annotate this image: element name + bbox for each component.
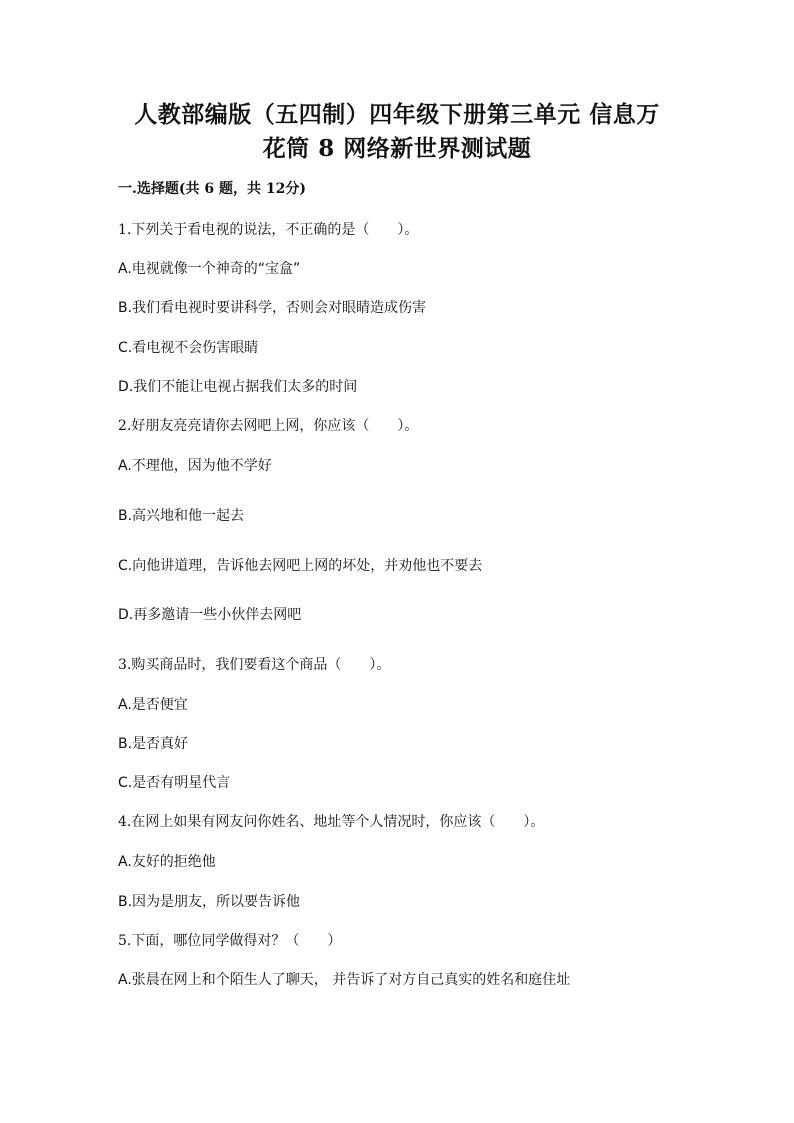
question-1-stem: 1.下列关于看电视的说法，不正确的是（ ）。 <box>118 222 419 238</box>
section-heading: 一.选择题(共 6 题，共 12分) <box>118 181 306 197</box>
question-2-option-b: B.高兴地和他一起去 <box>118 508 245 524</box>
question-4-option-a: A.友好的拒绝他 <box>118 854 216 870</box>
question-5-option-a: A.张晨在网上和个陌生人了聊天， 并告诉了对方自己真实的姓名和庭住址 <box>118 972 571 988</box>
question-3-option-a: A.是否便宜 <box>118 697 188 713</box>
question-4-stem: 4.在网上如果有网友问你姓名、地址等个人情况时，你应该（ ）。 <box>118 814 545 830</box>
question-1-option-a: A.电视就像一个神奇的“宝盒” <box>118 261 301 277</box>
question-2-option-a: A.不理他，因为他不学好 <box>118 458 272 474</box>
question-3-option-c: C.是否有明星代言 <box>118 775 231 791</box>
question-1-option-d: D.我们不能让电视占据我们太多的时间 <box>118 379 358 395</box>
question-1-option-b: B.我们看电视时要讲科学，否则会对眼睛造成伤害 <box>118 300 427 316</box>
question-2-option-c: C.向他讲道理，告诉他去网吧上网的坏处，并劝他也不要去 <box>118 558 483 574</box>
question-3-stem: 3.购买商品时，我们要看这个商品（ ）。 <box>118 657 391 673</box>
question-4-option-b: B.因为是朋友，所以要告诉他 <box>118 894 301 910</box>
question-1-option-c: C.看电视不会伤害眼睛 <box>118 340 259 356</box>
question-5-stem: 5.下面，哪位同学做得对？（ ） <box>118 933 342 949</box>
question-2-option-d: D.再多邀请一些小伙伴去网吧 <box>118 607 302 623</box>
document-title-line-1: 人教部编版（五四制）四年级下册第三单元 信息万 <box>134 101 660 128</box>
question-3-option-b: B.是否真好 <box>118 736 189 752</box>
document-title-line-2: 花筒 8 网络新世界测试题 <box>262 135 532 162</box>
question-2-stem: 2.好朋友亮亮请你去网吧上网，你应该（ ）。 <box>118 418 419 434</box>
